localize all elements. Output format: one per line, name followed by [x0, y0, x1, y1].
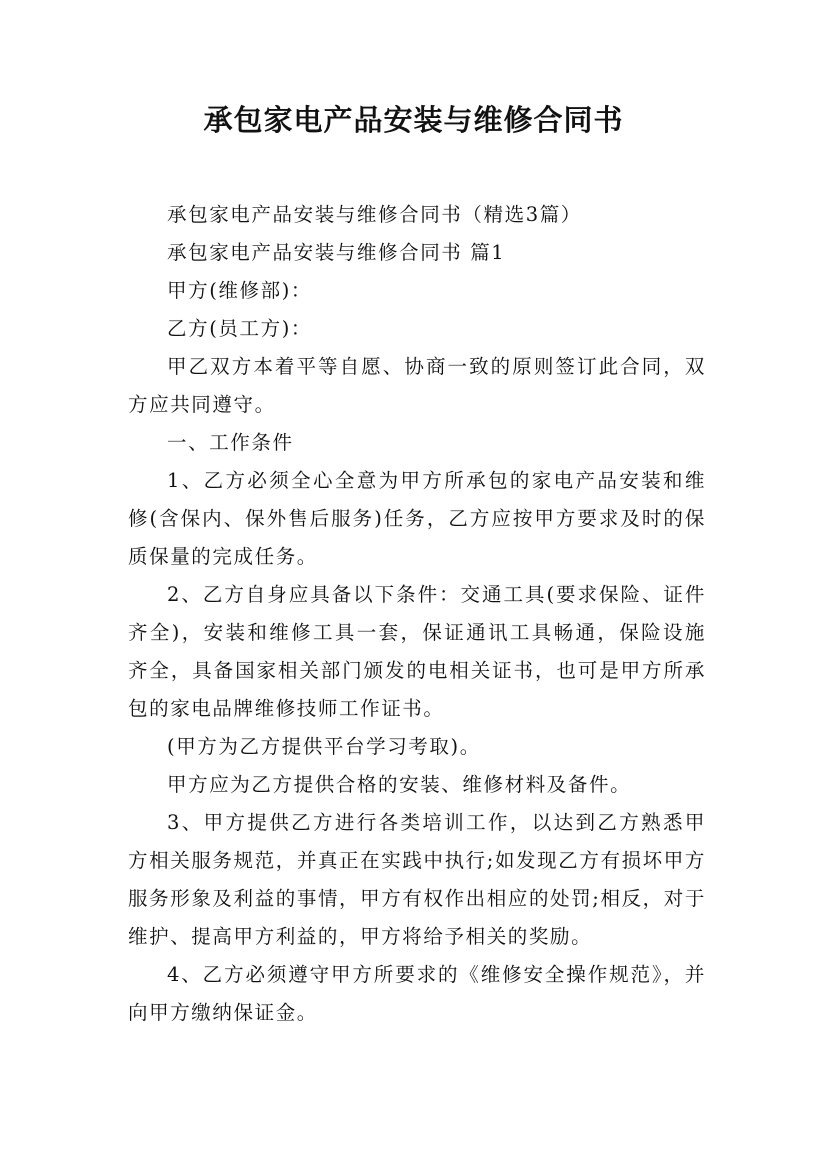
document-body	[128, 196, 706, 1032]
paragraph-clause-1: 1、乙方必须全心全意为甲方所承包的家电产品安装和维修(含保内、保外售后服务)任务，乙方应按甲方要求及时的保质保量的完成任务。	[128, 469, 706, 568]
paragraph-clause-4: 4、乙方必须遵守甲方所要求的《维修安全操作规范》，并向甲方缴纳保证金。	[128, 963, 706, 1024]
paragraph-section-heading: 承包家电产品安装与维修合同书 篇1	[167, 241, 506, 264]
paragraph-clause-2: 2、乙方自身应具备以下条件：交通工具(要求保险、证件齐全)，安装和维修工具一套，保证通讯工具畅通，保险设施齐全，具备国家相关部门颁发的电相关证书，也可是甲方所承包的家电品牌维修技师工作证书。	[128, 583, 706, 720]
paragraph-clause-3: 3、甲方提供乙方进行各类培训工作，以达到乙方熟悉甲方相关服务规范，并真正在实践中执行;如发现乙方有损坏甲方服务形象及利益的事情，甲方有权作出相应的处罚;相反，对于维护、提高甲方利益的，甲方将给予相关的奖励。	[128, 811, 706, 948]
paragraph-party-b: 乙方(员工方)：	[167, 317, 313, 340]
paragraph-heading-work-conditions: 一、工作条件	[167, 431, 294, 454]
paragraph-clause-2-note: (甲方为乙方提供平台学习考取)。	[167, 735, 481, 758]
paragraph-party-a: 甲方(维修部)：	[167, 279, 313, 302]
paragraph-subtitle: 承包家电产品安装与维修合同书（精选3篇）	[167, 203, 582, 226]
paragraph-materials: 甲方应为乙方提供合格的安装、维修材料及备件。	[167, 773, 632, 796]
document-title: 承包家电产品安装与维修合同书	[203, 103, 624, 137]
paragraph-preamble: 甲乙双方本着平等自愿、协商一致的原则签订此合同，双方应共同遵守。	[128, 355, 706, 416]
